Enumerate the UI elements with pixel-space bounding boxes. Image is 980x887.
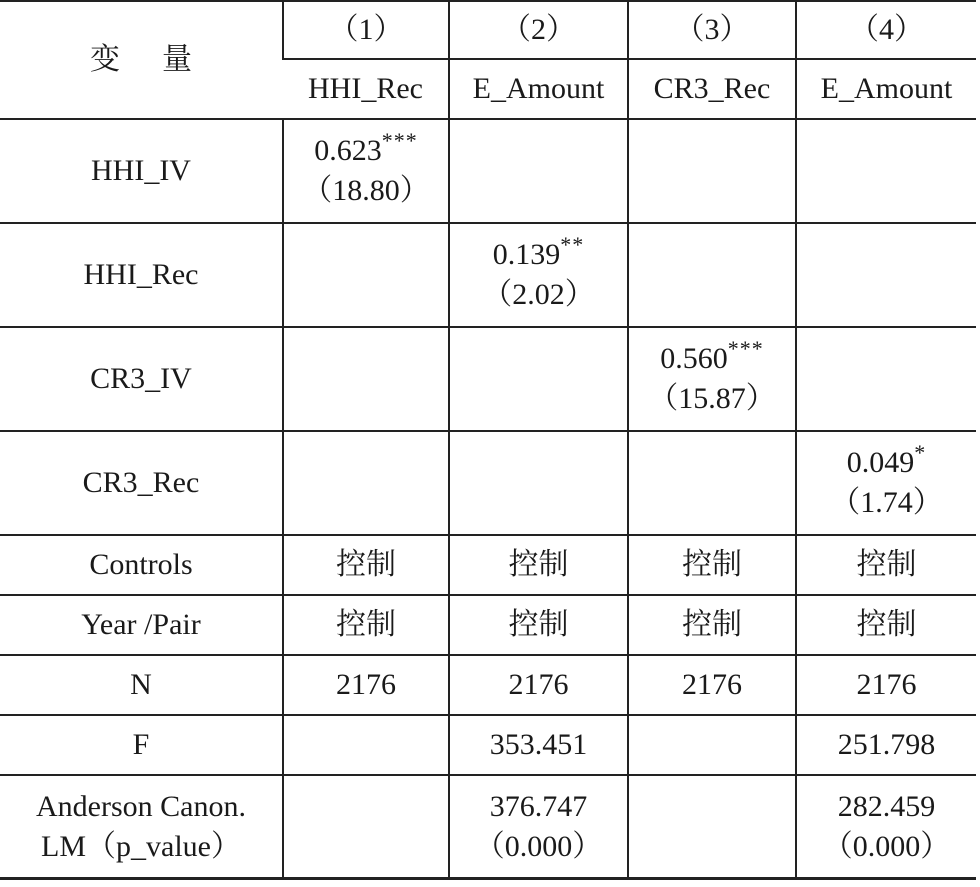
col-number-1: （1） — [283, 1, 449, 59]
controls-cell: 控制 — [628, 535, 796, 595]
dep-var-3: CR3_Rec — [628, 59, 796, 119]
row-label: CR3_IV — [0, 327, 283, 431]
lm-stat: 376.747 — [489, 789, 588, 823]
row-label-line-1: Anderson Canon. — [36, 789, 246, 823]
row-label: HHI_Rec — [0, 223, 283, 327]
coef-value: 0.623 — [314, 134, 382, 167]
empty-cell — [449, 431, 628, 535]
f-cell — [283, 715, 449, 775]
n-cell: 2176 — [796, 655, 976, 715]
row-label: Year /Pair — [0, 595, 283, 655]
f-cell: 353.451 — [449, 715, 628, 775]
empty-cell — [628, 119, 796, 223]
coef-value: 0.049 — [846, 446, 915, 479]
empty-cell — [628, 775, 796, 879]
f-cell: 251.798 — [796, 715, 976, 775]
year-pair-cell: 控制 — [283, 595, 449, 655]
n-cell: 2176 — [449, 655, 628, 715]
year-pair-cell: 控制 — [449, 595, 628, 655]
significance-stars: *** — [381, 128, 418, 153]
empty-cell — [628, 431, 796, 535]
coef-value: 0.139 — [492, 238, 561, 271]
n-cell: 2176 — [628, 655, 796, 715]
row-label: HHI_IV — [0, 119, 283, 223]
row-label: N — [0, 655, 283, 715]
t-stat: （15.87） — [648, 382, 776, 415]
row-f — [0, 715, 976, 775]
row-label-line-2: LM（p_value） — [41, 829, 241, 863]
n-cell: 2176 — [283, 655, 449, 715]
row-anderson-canon-lm — [0, 775, 976, 879]
col-number-2: （2） — [449, 1, 628, 59]
dep-var-1: HHI_Rec — [283, 59, 449, 119]
controls-cell: 控制 — [449, 535, 628, 595]
lm-cell — [449, 775, 628, 879]
empty-cell — [449, 119, 628, 223]
t-stat: （1.74） — [830, 486, 943, 519]
dep-var-4: E_Amount — [796, 59, 976, 119]
coef-cell — [449, 223, 628, 327]
lm-p-value: （0.000） — [822, 829, 951, 863]
significance-stars: *** — [727, 336, 764, 361]
variable-header-label: 变量 — [90, 43, 234, 76]
empty-cell — [796, 223, 976, 327]
col-number-4: （4） — [796, 1, 976, 59]
empty-cell — [796, 327, 976, 431]
coef-line — [284, 128, 448, 171]
empty-cell — [628, 223, 796, 327]
empty-cell — [283, 431, 449, 535]
row-year-pair — [0, 595, 976, 655]
header-row-col-numbers — [0, 1, 976, 59]
row-hhi-rec — [0, 223, 976, 327]
year-pair-cell: 控制 — [628, 595, 796, 655]
variable-header-cell — [0, 1, 283, 119]
empty-cell — [449, 327, 628, 431]
lm-p-value: （0.000） — [474, 829, 603, 863]
lm-cell — [796, 775, 976, 879]
coef-value: 0.560 — [660, 342, 728, 375]
row-cr3-rec — [0, 431, 976, 535]
controls-cell: 控制 — [796, 535, 976, 595]
significance-stars: ** — [560, 232, 585, 257]
controls-cell: 控制 — [283, 535, 449, 595]
empty-cell — [796, 119, 976, 223]
lm-stat: 282.459 — [837, 789, 936, 823]
empty-cell — [283, 775, 449, 879]
row-label: CR3_Rec — [0, 431, 283, 535]
coef-line — [797, 440, 976, 483]
empty-cell — [283, 223, 449, 327]
coef-cell — [628, 327, 796, 431]
row-label: Controls — [0, 535, 283, 595]
coef-line — [450, 232, 627, 275]
row-label — [0, 775, 283, 879]
year-pair-cell: 控制 — [796, 595, 976, 655]
coef-cell — [283, 119, 449, 223]
dep-var-2: E_Amount — [449, 59, 628, 119]
col-number-3: （3） — [628, 1, 796, 59]
t-stat: （2.02） — [482, 278, 595, 311]
empty-cell — [283, 327, 449, 431]
coef-cell — [796, 431, 976, 535]
row-hhi-iv — [0, 119, 976, 223]
row-controls — [0, 535, 976, 595]
t-stat: （18.80） — [302, 174, 430, 207]
row-label: F — [0, 715, 283, 775]
significance-stars: * — [914, 440, 927, 465]
row-n — [0, 655, 976, 715]
f-cell — [628, 715, 796, 775]
coef-line — [629, 336, 795, 379]
row-cr3-iv — [0, 327, 976, 431]
